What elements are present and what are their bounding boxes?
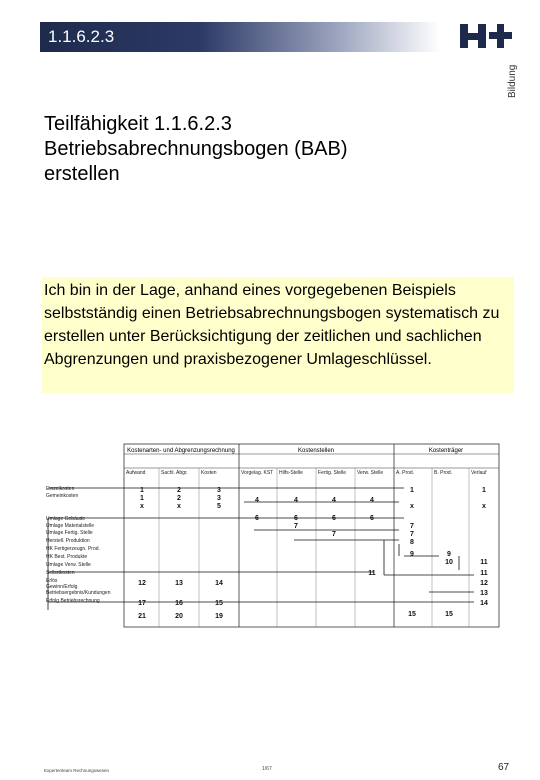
col-prod-b: B. Prod. xyxy=(434,470,453,476)
title-line-3: erstellen xyxy=(44,163,120,185)
row-label: Herstell. Produktion xyxy=(46,538,90,544)
title-line-2: Betriebsabrechnungsbogen (BAB) xyxy=(44,138,348,160)
cell-vorgelagert: 4 xyxy=(255,497,259,504)
cell-fertig: 4 xyxy=(332,497,336,504)
cell-fertig: 6 xyxy=(332,515,336,522)
group-label-3: Kostenträger xyxy=(428,448,464,454)
cell-fertig: 7 xyxy=(332,531,336,538)
cell-vorgelagert: 6 xyxy=(255,515,259,522)
cell-hilfs: 4 xyxy=(294,497,298,504)
col-vorgelag: Vorgelag. KST xyxy=(241,470,274,476)
cell-verlauf: 1 xyxy=(482,487,486,494)
cell-verlauf: 11 xyxy=(480,559,488,566)
col-abgr: Sachl. Abgr. xyxy=(161,470,188,476)
cell-verlauf: 12 xyxy=(480,580,488,587)
col-aufwand: Aufwand xyxy=(126,470,146,476)
cell-aufwand: 21 xyxy=(138,613,146,620)
title-line-1: Teilfähigkeit 1.1.6.2.3 xyxy=(44,113,232,135)
cell-kosten: 3 xyxy=(217,487,221,494)
col-verlauf: Verlauf xyxy=(471,470,487,476)
row-label: Umlage Verw. Stelle xyxy=(46,562,91,568)
col-hilfs: Hilfs-Stelle xyxy=(279,470,303,476)
cell-kosten: 3 xyxy=(217,495,221,502)
row-label: Umlage Materialstelle xyxy=(46,523,95,529)
row-label: Selbstkosten xyxy=(46,570,75,576)
cell-verw: 6 xyxy=(370,515,374,522)
cell-prod-b: 10 xyxy=(445,559,453,566)
row-label: Gemeinkosten xyxy=(46,493,79,499)
cell-prod-a: 15 xyxy=(408,611,416,618)
cell-kosten: 14 xyxy=(215,580,223,587)
cell-abgr: 2 xyxy=(177,495,181,502)
col-prod-a: A. Prod. xyxy=(396,470,415,476)
col-fertig: Fertig. Stelle xyxy=(318,470,347,476)
row-label: HK Best. Produkte xyxy=(46,554,88,560)
group-label-1: Kostenarten- und Abgrenzungsrechnung xyxy=(127,448,235,454)
page-number: 67 xyxy=(498,762,510,773)
header-code: 1.1.6.2.3 xyxy=(48,27,115,46)
col-kosten: Kosten xyxy=(201,470,217,476)
cell-aufwand: 1 xyxy=(140,495,144,502)
bab-diagram-svg xyxy=(44,440,504,630)
cell-prod-a: 8 xyxy=(410,539,414,546)
cell-kosten: 19 xyxy=(215,613,223,620)
row-label: Gewinn/Erfolg xyxy=(46,584,78,590)
row-label: Betriebsergebnis/Kundungen xyxy=(46,590,111,596)
row-label: Einzelkosten xyxy=(46,486,75,492)
col-verw: Verw. Stelle xyxy=(357,470,384,476)
cell-verw: 4 xyxy=(370,497,374,504)
cell-hilfs: 6 xyxy=(294,515,298,522)
cell-prod-a: 7 xyxy=(410,531,414,538)
cell-verlauf: 13 xyxy=(480,590,488,597)
intro-box xyxy=(42,277,514,393)
cell-abgr: x xyxy=(177,503,181,510)
cell-aufwand: 12 xyxy=(138,580,146,587)
bab-diagram xyxy=(44,440,504,630)
row-label: Erfolg Betriebsrechnung xyxy=(46,598,100,604)
cell-aufwand: x xyxy=(140,503,144,510)
cell-kosten: 15 xyxy=(215,600,223,607)
cell-prod-a: 7 xyxy=(410,523,414,530)
cell-hilfs: 7 xyxy=(294,523,298,530)
cell-abgr: 13 xyxy=(175,580,183,587)
footer-left: Expertenteam Rechnungswesen xyxy=(44,768,110,773)
cell-aufwand: 17 xyxy=(138,600,146,607)
cell-prod-b-bottom: 15 xyxy=(445,611,453,618)
cell-abgr: 16 xyxy=(175,600,183,607)
cell-abgr: 2 xyxy=(177,487,181,494)
cell-aufwand: 1 xyxy=(140,487,144,494)
cell-verlauf: 11 xyxy=(480,570,488,577)
cell-verw-bottom: 11 xyxy=(368,570,376,577)
header-bar xyxy=(40,22,440,52)
cell-abgr: 20 xyxy=(175,613,183,620)
hplus-logo-icon xyxy=(460,22,520,102)
cell-prod-b: 9 xyxy=(447,551,451,558)
cell-prod-a: 1 xyxy=(410,487,414,494)
cell-prod-a: 9 xyxy=(410,551,414,558)
page-title xyxy=(44,112,504,187)
row-label: Umlage Gebäude xyxy=(46,516,86,522)
logo-subtext: Bildung xyxy=(507,64,518,98)
cell-verlauf: x xyxy=(482,503,486,510)
row-label: HK Fertigerzeugn. Prod. xyxy=(46,546,100,552)
group-label-2: Kostenstellen xyxy=(297,448,335,454)
intro-text: Ich bin in der Lage, anhand eines vorgegebenen Beispiels selbstständig einen Betriebsabrechnungsbogen systematisch zu erstellen unter Berücksichtigung der zeitlichen und sachlichen Abgrenzungen und praxisbezogener Umlageschlüssel. xyxy=(44,282,500,368)
cell-prod-a: x xyxy=(410,503,414,510)
footer-mid: 1/67 xyxy=(262,766,272,772)
row-label: Erlös xyxy=(46,578,58,584)
cell-verlauf: 14 xyxy=(480,600,488,607)
cell-kosten: 5 xyxy=(217,503,221,510)
row-label: Umlage Fertig. Stelle xyxy=(46,530,93,536)
